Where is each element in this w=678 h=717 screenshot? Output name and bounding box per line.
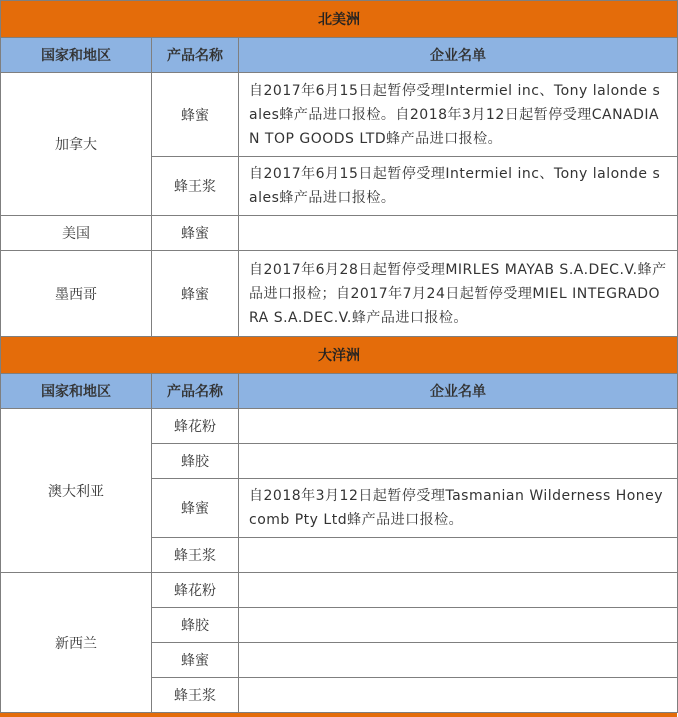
product-cell: 蜂花粉: [152, 573, 239, 608]
product-cell: 蜂蜜: [152, 73, 239, 157]
country-cell: 墨西哥: [1, 251, 152, 337]
companies-cell: [239, 444, 678, 479]
product-cell: 蜂胶: [152, 608, 239, 643]
companies-cell: 自2017年6月15日起暂停受理Intermiel inc、Tony lalonde sales蜂产品进口报检。自2018年3月12日起暂停受理CANADIAN TOP GOODS LTD蜂产品进口报检。: [239, 73, 678, 157]
region-header-oceania: [1, 337, 678, 374]
product-cell: 蜂王浆: [152, 678, 239, 713]
table-row: [1, 73, 678, 157]
companies-cell: [239, 573, 678, 608]
product-cell: 蜂胶: [152, 444, 239, 479]
companies-cell: 自2018年3月12日起暂停受理Tasmanian Wilderness Honey comb Pty Ltd蜂产品进口报检。: [239, 479, 678, 538]
country-cell: 澳大利亚: [1, 409, 152, 573]
table-row: [1, 216, 678, 251]
companies-cell: 自2017年6月28日起暂停受理MIRLES MAYAB S.A.DEC.V.蜂产品进口报检；自2017年7月24日起暂停受理MIEL INTEGRADORA S.A.DEC.V.蜂产品进口报检。: [239, 251, 678, 337]
companies-cell: [239, 409, 678, 444]
companies-cell: [239, 538, 678, 573]
companies-cell: [239, 216, 678, 251]
product-cell: 蜂花粉: [152, 409, 239, 444]
column-header-country: 国家和地区: [1, 38, 152, 73]
column-header-row: [1, 38, 678, 73]
region-header-north-america: [1, 1, 678, 38]
product-cell: 蜂王浆: [152, 538, 239, 573]
column-header-companies: 企业名单: [239, 374, 678, 409]
product-cell: 蜂蜜: [152, 643, 239, 678]
region-title: 大洋洲: [1, 337, 678, 374]
country-cell: 加拿大: [1, 73, 152, 216]
product-cell: 蜂蜜: [152, 216, 239, 251]
column-header-country: 国家和地区: [1, 374, 152, 409]
companies-cell: [239, 608, 678, 643]
table-row: [1, 251, 678, 337]
country-cell: 美国: [1, 216, 152, 251]
product-cell: 蜂蜜: [152, 251, 239, 337]
bottom-divider: [0, 713, 677, 717]
table-row: [1, 573, 678, 608]
companies-cell: 自2017年6月15日起暂停受理Intermiel inc、Tony lalonde sales蜂产品进口报检。: [239, 157, 678, 216]
column-header-product: 产品名称: [152, 38, 239, 73]
companies-cell: [239, 678, 678, 713]
column-header-product: 产品名称: [152, 374, 239, 409]
column-header-companies: 企业名单: [239, 38, 678, 73]
product-cell: 蜂王浆: [152, 157, 239, 216]
table-row: [1, 409, 678, 444]
product-cell: 蜂蜜: [152, 479, 239, 538]
column-header-row: [1, 374, 678, 409]
region-title: 北美洲: [1, 1, 678, 38]
country-cell: 新西兰: [1, 573, 152, 713]
companies-cell: [239, 643, 678, 678]
